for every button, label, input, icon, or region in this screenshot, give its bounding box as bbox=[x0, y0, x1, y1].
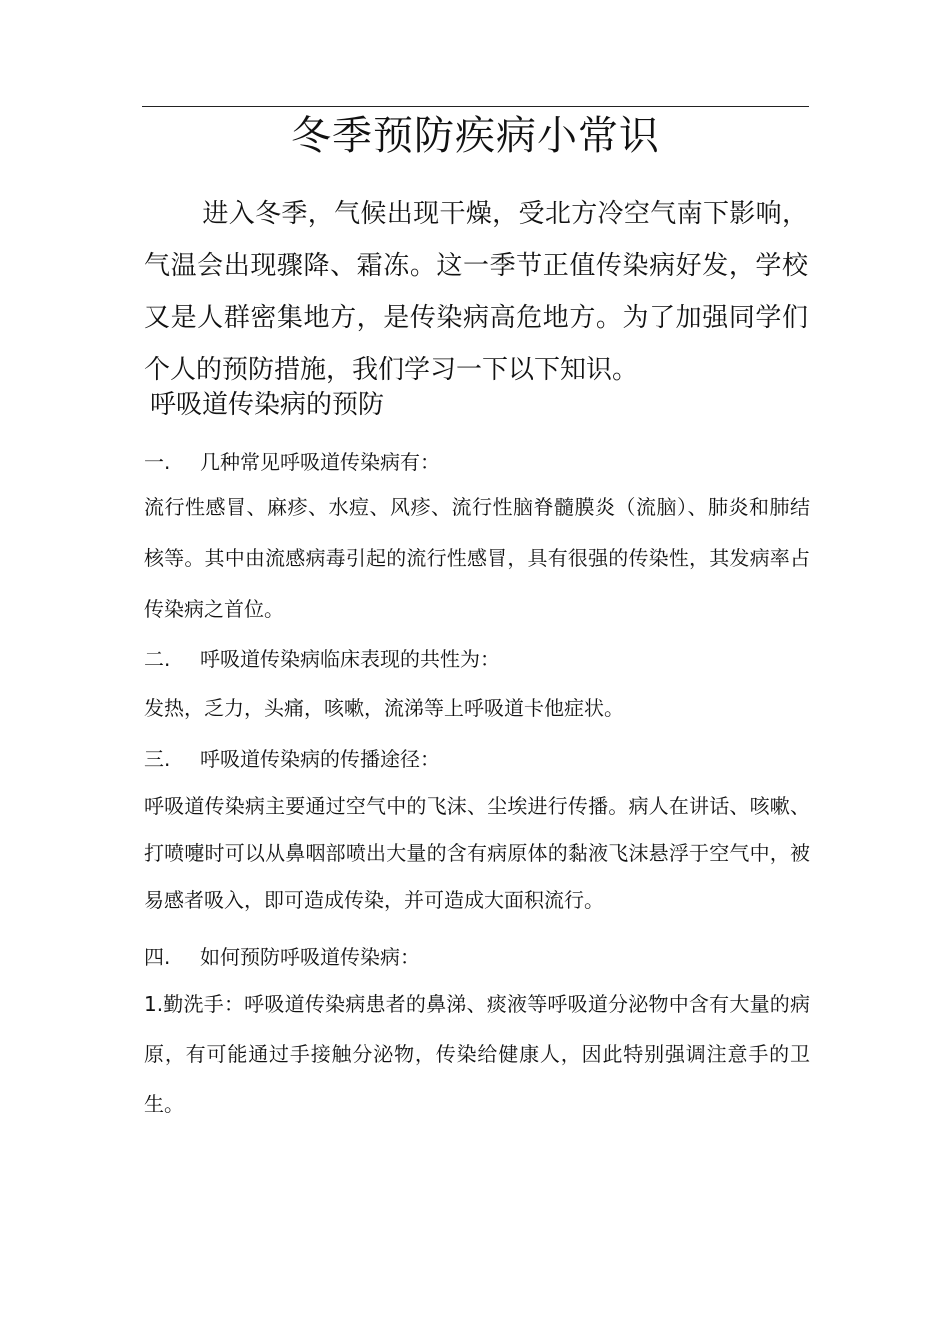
section-heading-3 bbox=[144, 744, 810, 774]
section-body-1: 流行性感冒、麻疹、水痘、风疹、流行性脑脊髓膜炎（流脑）、肺炎和肺结核等。其中由流感病毒引起的流行性感冒，具有很强的传染性，其发病率占传染病之首位。 bbox=[144, 495, 810, 621]
tip-number: 1. bbox=[144, 992, 164, 1016]
section-body-2: 发热，乏力，头痛，咳嗽，流涕等上呼吸道卡他症状。 bbox=[144, 696, 624, 720]
header-rule bbox=[142, 106, 809, 107]
section-subtitle: 呼吸道传染病的预防 bbox=[150, 390, 385, 420]
section-body-3: 呼吸道传染病主要通过空气中的飞沫、尘埃进行传播。病人在讲话、咳嗽、打喷嚏时可以从鼻咽部喷出大量的含有病原体的黏液飞沫悬浮于空气中，被易感者吸入，即可造成传染，并可造成大面积流行。 bbox=[144, 794, 810, 912]
intro-text: 进入冬季，气候出现干燥，受北方冷空气南下影响，气温会出现骤降、霜冻。这一季节正值传染病好发，学校又是人群密集地方，是传染病高危地方。为了加强同学们个人的预防措施，我们学习一下以下知识。 bbox=[144, 199, 808, 385]
section-heading-text: 呼吸道传染病的传播途径： bbox=[200, 747, 440, 771]
section-number: 四. bbox=[144, 945, 171, 969]
tip-item-1 bbox=[144, 979, 810, 1129]
section-heading-4 bbox=[144, 942, 810, 972]
section-heading-1 bbox=[144, 447, 810, 477]
document-title: 冬季预防疾病小常识 bbox=[291, 113, 660, 159]
tip-text: 勤洗手：呼吸道传染病患者的鼻涕、痰液等呼吸道分泌物中含有大量的病原，有可能通过手接触分泌物，传染给健康人，因此特别强调注意手的卫生。 bbox=[144, 992, 810, 1116]
section-heading-text: 如何预防呼吸道传染病： bbox=[200, 945, 420, 969]
section-number: 二. bbox=[144, 647, 171, 671]
section-number: 三. bbox=[144, 747, 171, 771]
section-number: 一. bbox=[144, 450, 171, 474]
intro-paragraph bbox=[144, 188, 808, 396]
section-heading-text: 呼吸道传染病临床表现的共性为： bbox=[200, 647, 500, 671]
section-heading-2 bbox=[144, 644, 810, 674]
section-heading-text: 几种常见呼吸道传染病有： bbox=[200, 450, 440, 474]
